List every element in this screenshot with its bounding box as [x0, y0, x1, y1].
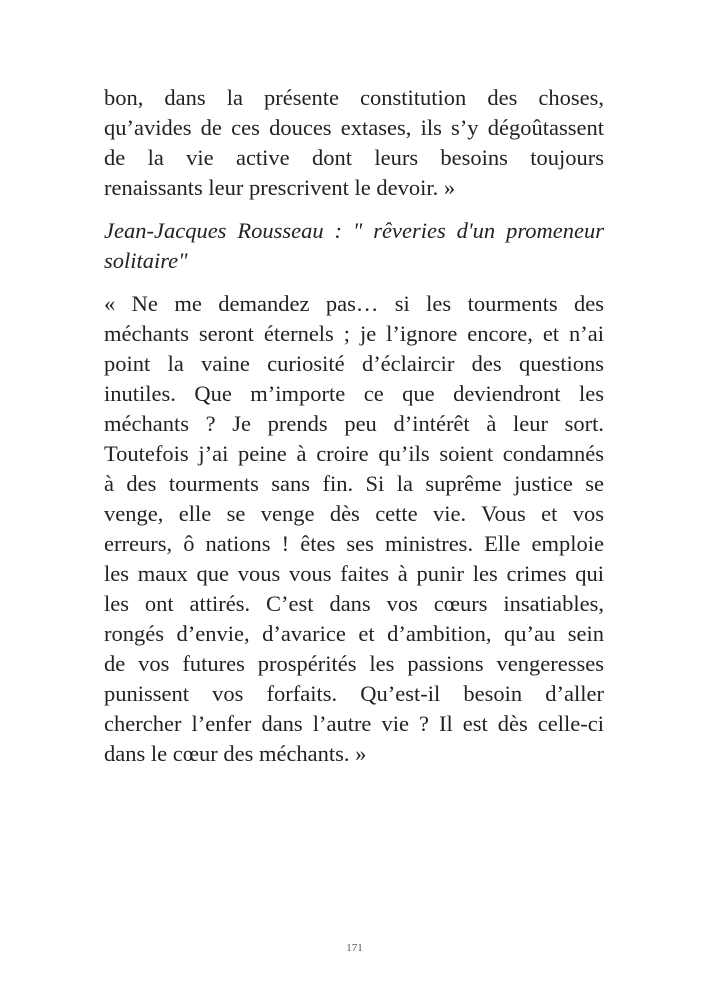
text-line: méchants ? Je prends peu d’intérêt à leur sort.: [104, 411, 604, 436]
quote-attribution-heading: [104, 216, 604, 276]
heading-line: solitaire": [104, 248, 188, 273]
text-line: point la vaine curiosité d’éclaircir des questions: [104, 351, 604, 376]
text-line: rongés d’envie, d’avarice et d’ambition, qu’au sein: [104, 621, 604, 646]
page-body: [104, 83, 604, 769]
text-line: dans le cœur des méchants. »: [104, 741, 367, 766]
text-line: Toutefois j’ai peine à croire qu’ils soient condamnés: [104, 441, 604, 466]
text-line: punissent vos forfaits. Qu’est-il besoin d’aller: [104, 681, 604, 706]
text-line: de vos futures prospérités les passions vengeresses: [104, 651, 604, 676]
text-line: bon, dans la présente constitution des choses,: [104, 85, 604, 110]
heading-line: Jean-Jacques Rousseau : " rêveries d'un promeneur: [104, 218, 604, 243]
page-number: 171: [346, 942, 363, 954]
text-line: méchants seront éternels ; je l’ignore encore, et n’ai: [104, 321, 604, 346]
text-line: inutiles. Que m’importe ce que deviendront les: [104, 381, 604, 406]
text-line: les ont attirés. C’est dans vos cœurs insatiables,: [104, 591, 604, 616]
rousseau-quote-paragraph: [104, 289, 604, 769]
text-line: venge, elle se venge dès cette vie. Vous et vos: [104, 501, 604, 526]
text-line: chercher l’enfer dans l’autre vie ? Il est dès celle-ci: [104, 711, 604, 736]
text-line: à des tourments sans fin. Si la suprême justice se: [104, 471, 604, 496]
text-line: qu’avides de ces douces extases, ils s’y dégoûtassent: [104, 115, 604, 140]
text-line: « Ne me demandez pas… si les tourments des: [104, 291, 604, 316]
passage-ending-paragraph: [104, 83, 604, 203]
text-line: les maux que vous vous faites à punir les crimes qui: [104, 561, 604, 586]
text-line: erreurs, ô nations ! êtes ses ministres. Elle emploie: [104, 531, 604, 556]
text-line: renaissants leur prescrivent le devoir. »: [104, 175, 456, 200]
text-line: de la vie active dont leurs besoins toujours: [104, 145, 604, 170]
